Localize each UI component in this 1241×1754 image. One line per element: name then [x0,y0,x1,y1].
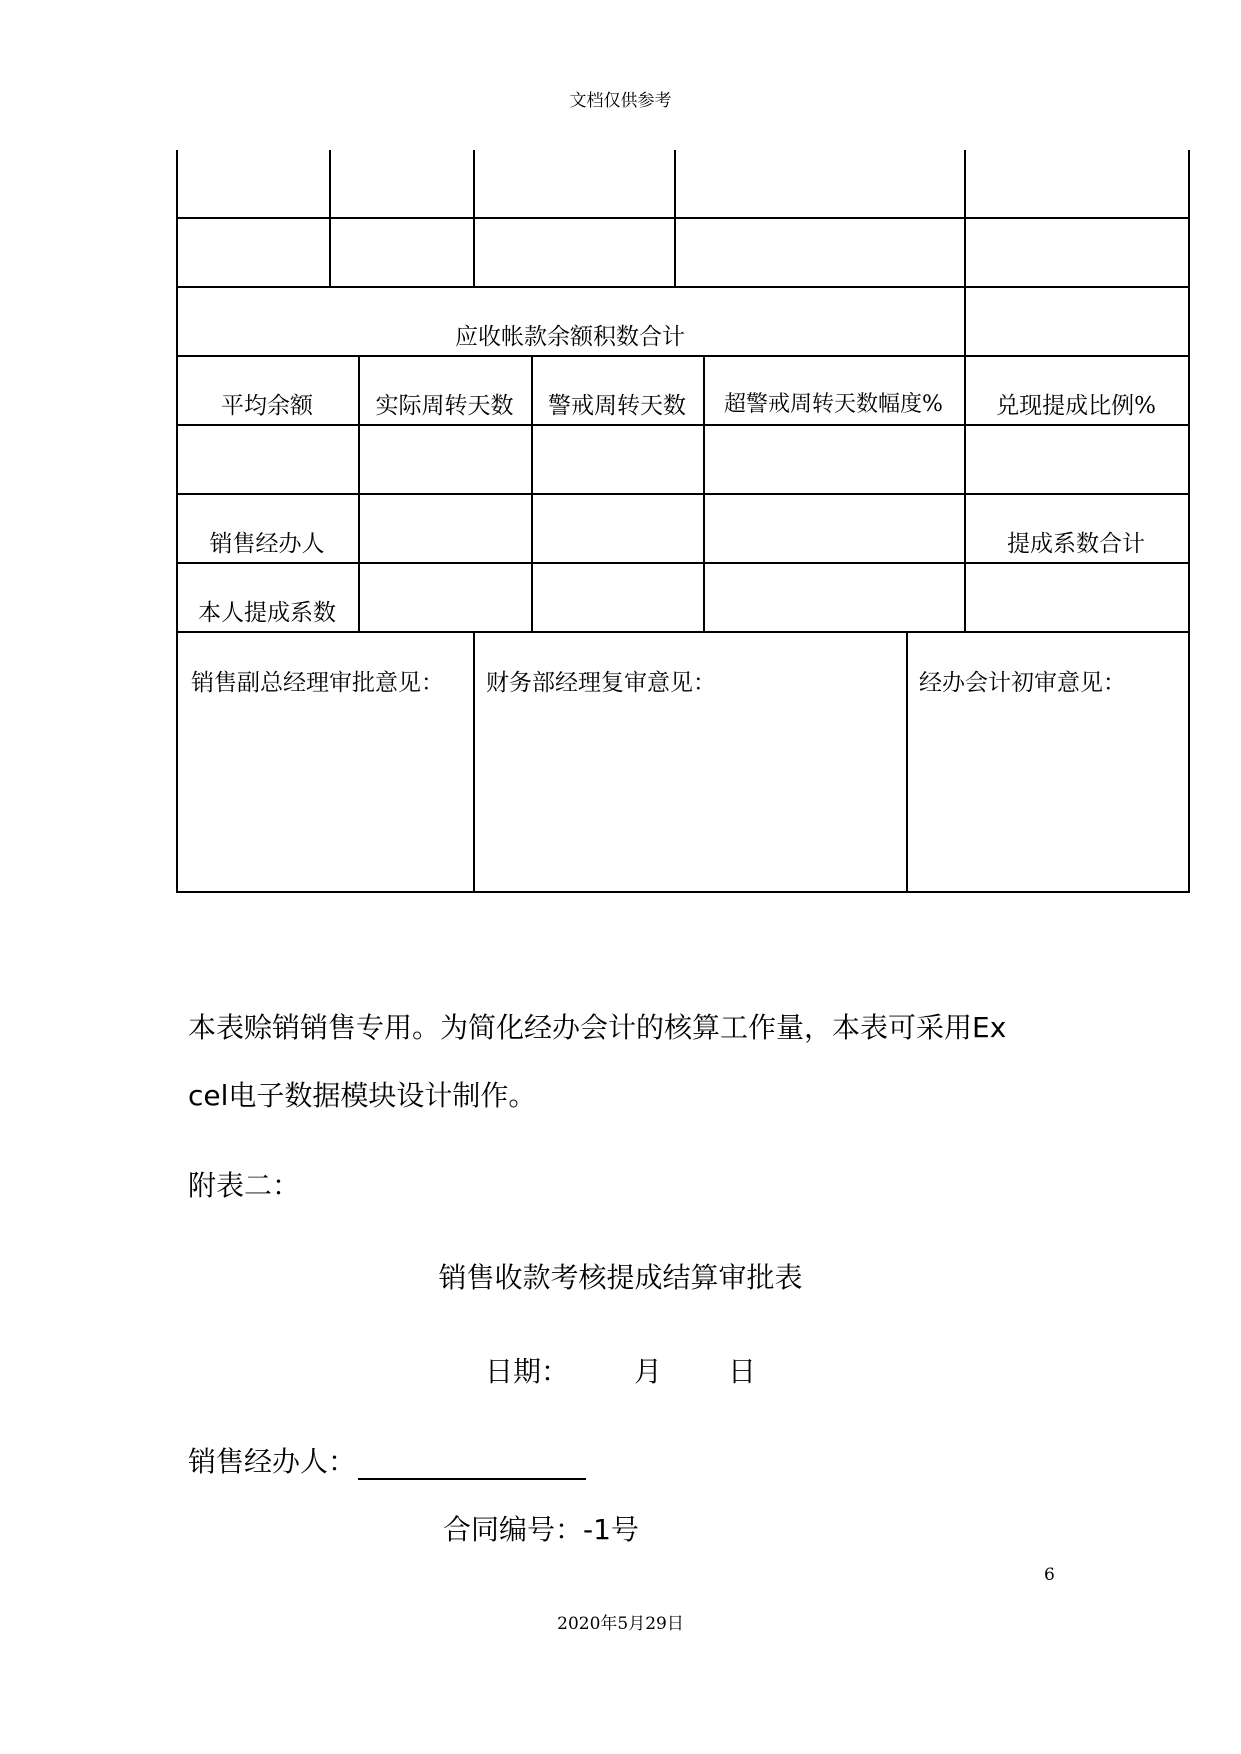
approval-accountant: 经办会计初审意见： [919,670,1126,696]
note-line-1: 本表赊销销售专用。为简化经办会计的核算工作量，本表可采用Ex [188,1011,1007,1044]
column-header: 平均余额 [221,393,313,419]
salesperson-line-label: 销售经办人： [188,1445,357,1478]
approval-sales-vp: 销售副总经理审批意见： [191,670,444,696]
salesperson-blank [358,1448,586,1480]
table-line [176,631,1190,633]
personal-coefficient-label: 本人提成系数 [198,600,336,626]
table-line [473,631,475,892]
table-line [176,562,1190,564]
appendix-label: 附表二： [188,1169,301,1202]
column-header: 实际周转天数 [375,393,514,419]
table-line [176,891,1190,893]
column-header: 兑现提成比例% [996,393,1156,419]
table-line [1188,150,1190,893]
footer-date: 2020年5月29日 [557,1614,684,1634]
approval-finance-manager: 财务部经理复审意见： [486,670,716,696]
table-line [329,150,331,287]
table-line [906,631,908,892]
table-line [176,355,1190,357]
table-line [176,424,1190,426]
note-line-2: cel电子数据模块设计制作。 [188,1079,537,1112]
page-header: 文档仅供参考 [569,91,672,111]
table-line [674,150,676,287]
column-header: 警戒周转天数 [548,393,686,419]
date-day: 日 [728,1355,757,1388]
salesperson-line [188,1440,586,1480]
date-month: 月 [634,1355,663,1388]
table-line [964,286,966,356]
page-number: 6 [1044,1565,1055,1585]
column-header: 超警戒周转天数幅度% [724,392,943,417]
form-title: 销售收款考核提成结算审批表 [438,1261,803,1294]
table-line [473,150,475,287]
contract-number: 合同编号：-1号 [443,1513,639,1546]
table-line [964,150,966,287]
total-label: 应收帐款余额积数合计 [455,324,685,350]
commission-total-label: 提成系数合计 [1007,531,1145,557]
date-label: 日期： [485,1355,570,1388]
table-line [176,150,178,893]
table-line [176,493,1190,495]
salesperson-label: 销售经办人 [209,531,325,557]
